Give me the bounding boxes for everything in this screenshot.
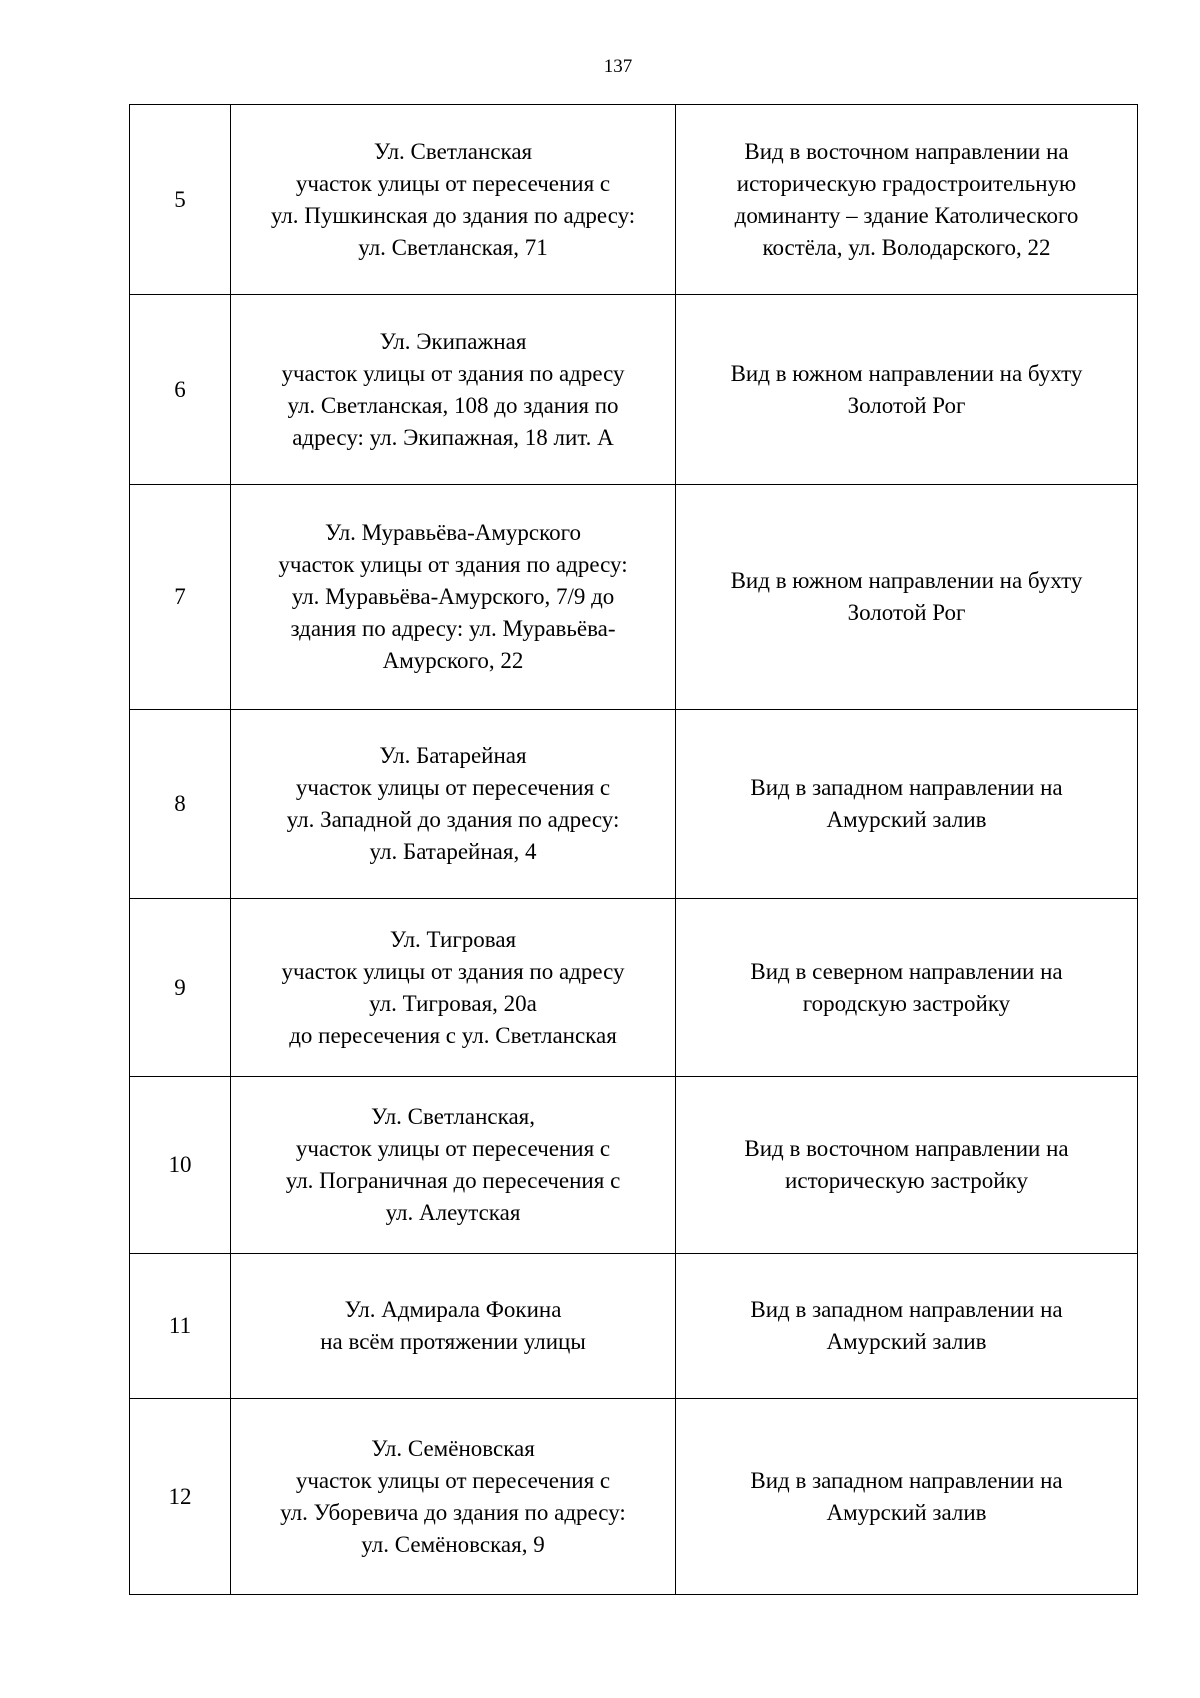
table-row [130, 899, 1138, 1077]
table-body [130, 105, 1138, 1595]
view-cell: Вид в восточном направлении на историческую застройку [676, 1077, 1138, 1254]
location-cell: Ул. Светланская участок улицы от пересечения с ул. Пушкинская до здания по адресу: ул. Светланская, 71 [231, 105, 676, 295]
location-cell: Ул. Семёновская участок улицы от пересечения с ул. Уборевича до здания по адресу: ул. Семёновская, 9 [231, 1399, 676, 1595]
table-row [130, 710, 1138, 899]
location-cell: Ул. Светланская, участок улицы от пересечения с ул. Пограничная до пересечения с ул. Алеутская [231, 1077, 676, 1254]
row-number-cell: 9 [130, 899, 231, 1077]
row-number-cell: 11 [130, 1254, 231, 1399]
row-number-cell: 5 [130, 105, 231, 295]
table-row [130, 105, 1138, 295]
view-cell: Вид в западном направлении на Амурский залив [676, 710, 1138, 899]
location-cell: Ул. Батарейная участок улицы от пересечения с ул. Западной до здания по адресу: ул. Батарейная, 4 [231, 710, 676, 899]
row-number-cell: 10 [130, 1077, 231, 1254]
view-cell: Вид в южном направлении на бухту Золотой Рог [676, 295, 1138, 485]
view-cell: Вид в восточном направлении на историческую градостроительную доминанту – здание Католического костёла, ул. Володарского, 22 [676, 105, 1138, 295]
location-cell: Ул. Адмирала Фокина на всём протяжении улицы [231, 1254, 676, 1399]
table-row [130, 1254, 1138, 1399]
view-cell: Вид в северном направлении на городскую застройку [676, 899, 1138, 1077]
table-row [130, 1399, 1138, 1595]
view-cell: Вид в западном направлении на Амурский залив [676, 1254, 1138, 1399]
location-cell: Ул. Муравьёва-Амурского участок улицы от здания по адресу: ул. Муравьёва-Амурского, 7/9 до здания по адресу: ул. Муравьёва- Амурского, 22 [231, 485, 676, 710]
location-cell: Ул. Тигровая участок улицы от здания по адресу ул. Тигровая, 20а до пересечения с ул. Светланская [231, 899, 676, 1077]
view-cell: Вид в южном направлении на бухту Золотой Рог [676, 485, 1138, 710]
row-number-cell: 6 [130, 295, 231, 485]
page-number: 137 [603, 56, 633, 77]
row-number-cell: 12 [130, 1399, 231, 1595]
location-cell: Ул. Экипажная участок улицы от здания по адресу ул. Светланская, 108 до здания по адресу: ул. Экипажная, 18 лит. А [231, 295, 676, 485]
table-row [130, 1077, 1138, 1254]
row-number-cell: 8 [130, 710, 231, 899]
table-row [130, 295, 1138, 485]
view-cell: Вид в западном направлении на Амурский залив [676, 1399, 1138, 1595]
views-table [129, 104, 1138, 1595]
table-row [130, 485, 1138, 710]
row-number-cell: 7 [130, 485, 231, 710]
